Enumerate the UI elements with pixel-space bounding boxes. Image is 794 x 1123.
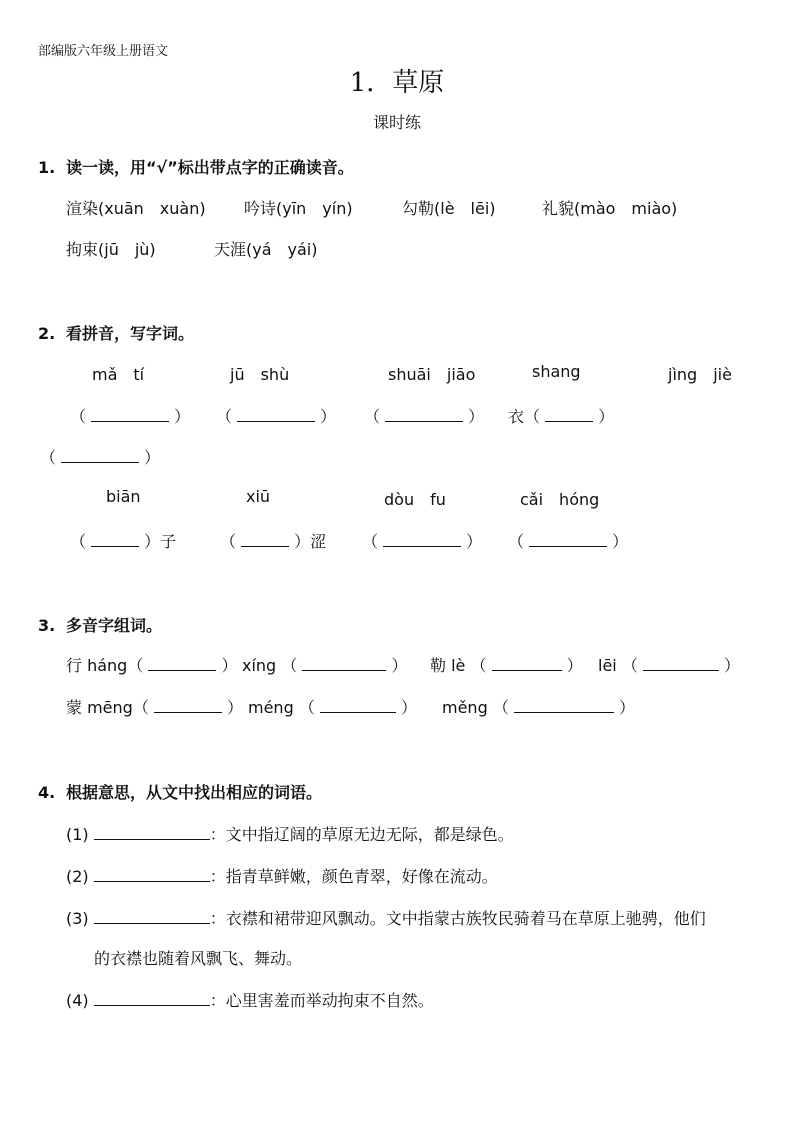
suffix-char: 子 [160, 532, 177, 551]
prefix-char: 衣 [508, 407, 525, 426]
pinyin-prompt: shuāi jiāo [388, 365, 476, 384]
polyphone-reading: lēi [598, 656, 617, 675]
pinyin-prompt: jìng jiè [668, 365, 732, 384]
answer-blank[interactable]: （ ） [281, 656, 408, 675]
q3-number: 3. [38, 616, 56, 635]
answer-blank[interactable]: （ ） [40, 448, 161, 467]
page-title: 1．草原 [349, 68, 445, 98]
definition-item [66, 988, 434, 1011]
definition-item [66, 906, 706, 929]
q1-item: 吟诗(yīn yín) [244, 199, 353, 218]
polyphone-row [598, 653, 740, 676]
pinyin-prompt: cǎi hóng [520, 490, 600, 509]
suffix-char: 涩 [310, 532, 327, 551]
page-header: 部编版六年级上册语文 [38, 44, 169, 59]
polyphone-reading: 蒙 mēng [66, 698, 133, 717]
answer-blank[interactable]: （ ） [508, 532, 629, 551]
q4-prompt: 根据意思，从文中找出相应的词语。 [66, 783, 323, 802]
q3-prompt: 多音字组词。 [66, 616, 163, 635]
item-label: (1) [66, 825, 89, 844]
q1-item: 礼貌(mào miào) [542, 199, 678, 218]
answer-blank[interactable] [94, 865, 210, 882]
polyphone-row [242, 653, 408, 676]
pinyin-prompt: jū shù [230, 365, 290, 384]
q2-prompt: 看拼音，写字词。 [66, 324, 195, 343]
polyphone-row [66, 653, 238, 676]
pinyin-prompt: biān [106, 487, 141, 506]
definition-text: ：文中指辽阔的草原无边无际，都是绿色。 [209, 825, 514, 844]
polyphone-row [430, 653, 583, 676]
q1-item: 勾勒(lè lēi) [402, 199, 496, 218]
polyphone-row [248, 695, 417, 718]
polyphone-reading: měng [442, 698, 488, 717]
answer-blank[interactable] [94, 907, 210, 924]
polyphone-reading: 勒 lè [430, 656, 466, 675]
answer-blank[interactable]: （ ） [364, 407, 485, 426]
answer-blank[interactable] [94, 823, 210, 840]
definition-continuation: 的衣襟也随着风飘飞、舞动。 [94, 949, 303, 968]
answer-blank[interactable]: （ ）涩 [220, 532, 327, 551]
definition-text: ：衣襟和裙带迎风飘动。文中指蒙古族牧民骑着马在草原上驰骋，他们 [209, 909, 706, 928]
definition-item [66, 864, 498, 887]
answer-blank[interactable] [94, 989, 210, 1006]
q1-item: 天涯(yá yái) [214, 240, 318, 259]
answer-blank[interactable]: 衣（ ） [508, 407, 615, 426]
pinyin-prompt: shang [532, 362, 581, 381]
definition-text: ：心里害羞而举动拘束不自然。 [209, 991, 434, 1010]
answer-blank[interactable]: （ ） [470, 656, 583, 675]
answer-blank[interactable]: （ ）子 [70, 532, 177, 551]
q1-item: 拘束(jū jù) [66, 240, 156, 259]
item-label: (3) [66, 909, 89, 928]
q2-number: 2. [38, 324, 56, 343]
pinyin-prompt: mǎ tí [92, 365, 145, 384]
q4-number: 4. [38, 783, 56, 802]
item-label: (4) [66, 991, 89, 1010]
polyphone-reading: méng [248, 698, 294, 717]
q1-item: 渲染(xuān xuàn) [66, 199, 206, 218]
polyphone-reading: 行 háng [66, 656, 128, 675]
answer-blank[interactable]: （ ） [216, 407, 337, 426]
answer-blank[interactable]: （ ） [362, 532, 483, 551]
q1-number: 1. [38, 158, 56, 177]
answer-blank[interactable]: （ ） [70, 407, 191, 426]
answer-blank[interactable]: （ ） [132, 698, 244, 717]
item-label: (2) [66, 867, 89, 886]
polyphone-row [66, 695, 243, 718]
answer-blank[interactable]: （ ） [127, 656, 238, 675]
definition-item [66, 822, 514, 845]
polyphone-row [442, 695, 635, 718]
q1-prompt: 读一读，用“√”标出带点字的正确读音。 [66, 158, 354, 177]
pinyin-prompt: xiū [246, 487, 271, 506]
answer-blank[interactable]: （ ） [492, 698, 636, 717]
answer-blank[interactable]: （ ） [298, 698, 418, 717]
answer-blank[interactable]: （ ） [621, 656, 741, 675]
page-subtitle: 课时练 [372, 113, 421, 132]
polyphone-reading: xíng [242, 656, 277, 675]
pinyin-prompt: dòu fu [384, 490, 446, 509]
definition-text: ：指青草鲜嫩，颜色青翠，好像在流动。 [209, 867, 498, 886]
